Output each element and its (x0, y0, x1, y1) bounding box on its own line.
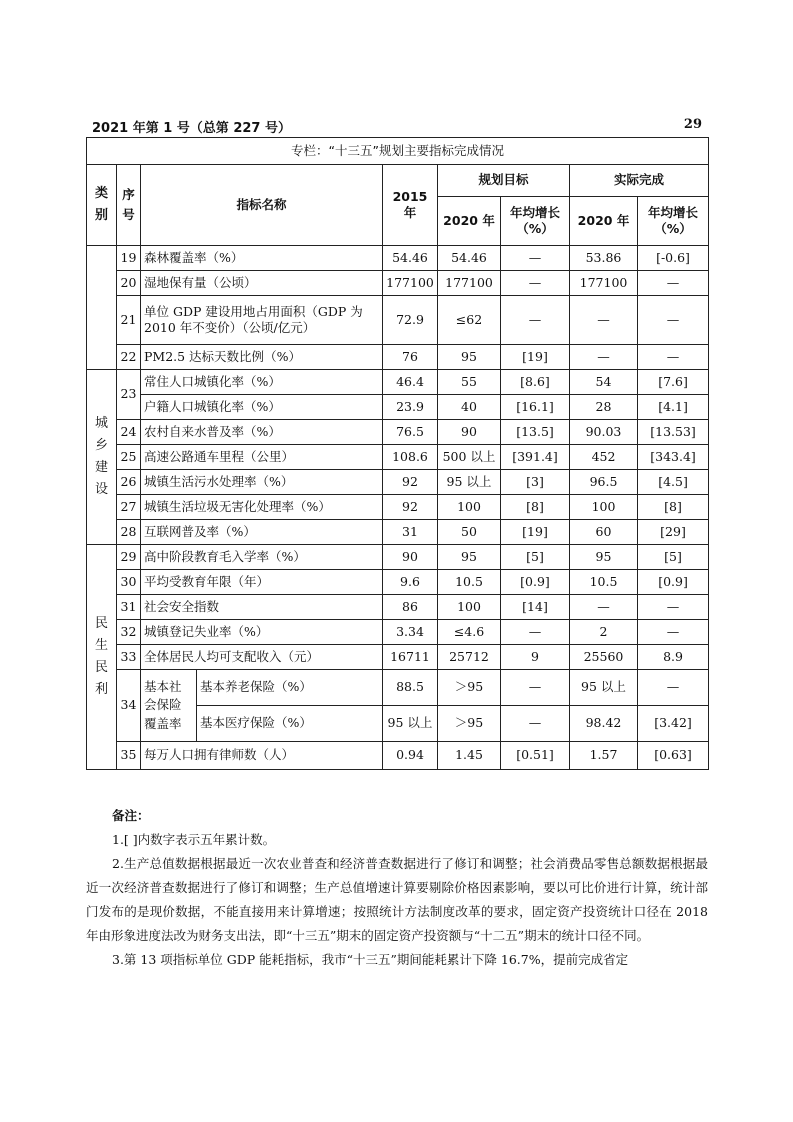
row-actual-growth: [8] (638, 495, 709, 520)
row-actual-growth: [0.63] (638, 742, 709, 770)
row-base: 92 (383, 495, 438, 520)
row-plan: 25712 (438, 645, 501, 670)
row-plan: 1.45 (438, 742, 501, 770)
header-row-1 (87, 165, 709, 197)
row-actual-growth: — (638, 271, 709, 296)
row-base: 95 以上 (383, 706, 438, 742)
row-plan-growth: [0.51] (501, 742, 570, 770)
row-plan-growth: — (501, 670, 570, 706)
row-base: 92 (383, 470, 438, 495)
group-34-label: 基本社 会保险 覆盖率 (141, 670, 197, 742)
row-base: 23.9 (383, 395, 438, 420)
row-plan-growth: — (501, 246, 570, 271)
row-base: 54.46 (383, 246, 438, 271)
table-row (87, 395, 709, 420)
header-category: 类 别 (87, 165, 117, 246)
row-plan: 90 (438, 420, 501, 445)
row-actual: 177100 (570, 271, 638, 296)
row-plan-growth: — (501, 271, 570, 296)
row-actual-growth: [4.1] (638, 395, 709, 420)
header-actual-2020: 2020 年 (570, 197, 638, 246)
row-actual-growth: — (638, 595, 709, 620)
row-actual: — (570, 595, 638, 620)
row-name: 湿地保有量（公顷） (141, 271, 383, 296)
table-row (87, 645, 709, 670)
row-seq: 32 (117, 620, 141, 645)
row-plan-growth: 9 (501, 645, 570, 670)
row-actual: 54 (570, 370, 638, 395)
header-actual: 实际完成 (570, 165, 709, 197)
row-seq: 34 (117, 670, 141, 742)
table-row (87, 246, 709, 271)
row-name: 社会安全指数 (141, 595, 383, 620)
row-plan: 50 (438, 520, 501, 545)
header-plan-growth: 年均增长 （%） (501, 197, 570, 246)
table-row (87, 670, 709, 706)
row-name: 户籍人口城镇化率（%） (141, 395, 383, 420)
row-name: PM2.5 达标天数比例（%） (141, 345, 383, 370)
notes-title: 备注： (112, 808, 150, 823)
row-plan: 95 (438, 345, 501, 370)
row-name: 城镇登记失业率（%） (141, 620, 383, 645)
row-plan-growth: [5] (501, 545, 570, 570)
row-plan: 54.46 (438, 246, 501, 271)
row-actual: 100 (570, 495, 638, 520)
row-base: 86 (383, 595, 438, 620)
row-actual-growth: [3.42] (638, 706, 709, 742)
row-plan: ≤4.6 (438, 620, 501, 645)
note-item: 3.第 13 项指标单位 GDP 能耗指标，我市“十三五”期间能耗累计下降 16.7%，提前完成省定 (112, 952, 629, 967)
row-plan: 40 (438, 395, 501, 420)
row-actual-growth: [0.9] (638, 570, 709, 595)
row-name: 常住人口城镇化率（%） (141, 370, 383, 395)
note-item: 2.生产总值数据根据最近一次农业普查和经济普查数据进行了修订和调整；社会消费品零售总额数据根据最近一次经济普查数据进行了修订和调整；生产总值增速计算要剔除价格因素影响，要以可比价进行计算，统计部门发布的是现价数据，不能直接用来计算增速；按照统计方法制度改革的要求，固定资产投资统计口径在 2018 年由形象进度法改为财务支出法，即“十三五”期末的固定资产投资额与“十二五”期末的统计口径不同。 (86, 856, 708, 943)
row-plan: 55 (438, 370, 501, 395)
row-name: 基本医疗保险（%） (197, 706, 383, 742)
row-name: 平均受教育年限（年） (141, 570, 383, 595)
row-plan-growth: — (501, 296, 570, 345)
table-row (87, 570, 709, 595)
row-base: 9.6 (383, 570, 438, 595)
row-plan-growth: — (501, 620, 570, 645)
table-row (87, 370, 709, 395)
row-base: 108.6 (383, 445, 438, 470)
table-row (87, 296, 709, 345)
row-name: 城镇生活污水处理率（%） (141, 470, 383, 495)
header-plan-target: 规划目标 (438, 165, 570, 197)
table-row (87, 420, 709, 445)
row-plan: ＞95 (438, 706, 501, 742)
row-actual: 95 (570, 545, 638, 570)
row-seq: 23 (117, 370, 141, 420)
row-actual-growth: [13.53] (638, 420, 709, 445)
row-plan: ＞95 (438, 670, 501, 706)
row-base: 177100 (383, 271, 438, 296)
header-base-year: 2015 年 (383, 165, 438, 246)
row-name: 森林覆盖率（%） (141, 246, 383, 271)
row-actual: — (570, 296, 638, 345)
row-plan-growth: [19] (501, 345, 570, 370)
category-urban: 城 乡 建 设 (87, 370, 117, 545)
row-base: 46.4 (383, 370, 438, 395)
row-seq: 33 (117, 645, 141, 670)
row-base: 76.5 (383, 420, 438, 445)
row-name: 单位 GDP 建设用地占用面积（GDP 为 2010 年不变价）（公顷/亿元） (141, 296, 383, 345)
row-plan-growth: [14] (501, 595, 570, 620)
row-seq: 19 (117, 246, 141, 271)
table-row (87, 595, 709, 620)
row-plan: 95 以上 (438, 470, 501, 495)
row-plan: 10.5 (438, 570, 501, 595)
row-base: 3.34 (383, 620, 438, 645)
row-actual: 90.03 (570, 420, 638, 445)
row-plan-growth: [391.4] (501, 445, 570, 470)
row-actual: 452 (570, 445, 638, 470)
row-seq: 31 (117, 595, 141, 620)
table-row (87, 620, 709, 645)
indicator-table (86, 137, 709, 770)
row-plan: 500 以上 (438, 445, 501, 470)
category-blank (87, 246, 117, 370)
row-actual-growth: [29] (638, 520, 709, 545)
row-plan: 177100 (438, 271, 501, 296)
row-name: 农村自来水普及率（%） (141, 420, 383, 445)
header-actual-growth: 年均增长 （%） (638, 197, 709, 246)
row-plan-growth: [0.9] (501, 570, 570, 595)
header-name: 指标名称 (141, 165, 383, 246)
row-plan-growth: [8] (501, 495, 570, 520)
row-plan: 100 (438, 495, 501, 520)
notes-section (86, 804, 708, 972)
row-seq: 30 (117, 570, 141, 595)
row-actual: 60 (570, 520, 638, 545)
table-row (87, 545, 709, 570)
row-plan-growth: [19] (501, 520, 570, 545)
row-seq: 22 (117, 345, 141, 370)
row-name: 高中阶段教育毛入学率（%） (141, 545, 383, 570)
table-row (87, 495, 709, 520)
row-seq: 21 (117, 296, 141, 345)
row-actual-growth: — (638, 296, 709, 345)
table-row (87, 271, 709, 296)
row-seq: 28 (117, 520, 141, 545)
row-name: 互联网普及率（%） (141, 520, 383, 545)
row-base: 90 (383, 545, 438, 570)
row-actual: 53.86 (570, 246, 638, 271)
row-actual: — (570, 345, 638, 370)
row-actual: 96.5 (570, 470, 638, 495)
row-plan: 100 (438, 595, 501, 620)
row-seq: 24 (117, 420, 141, 445)
row-seq: 29 (117, 545, 141, 570)
row-actual: 2 (570, 620, 638, 645)
row-actual-growth: — (638, 670, 709, 706)
row-seq: 25 (117, 445, 141, 470)
row-name: 每万人口拥有律师数（人） (141, 742, 383, 770)
row-plan: 95 (438, 545, 501, 570)
page-number: 29 (683, 117, 702, 132)
row-actual: 95 以上 (570, 670, 638, 706)
table-row (87, 345, 709, 370)
row-base: 76 (383, 345, 438, 370)
row-seq: 27 (117, 495, 141, 520)
row-actual: 10.5 (570, 570, 638, 595)
row-actual-growth: [4.5] (638, 470, 709, 495)
header-plan-2020: 2020 年 (438, 197, 501, 246)
row-plan: ≤62 (438, 296, 501, 345)
row-base: 0.94 (383, 742, 438, 770)
row-base: 72.9 (383, 296, 438, 345)
row-actual: 1.57 (570, 742, 638, 770)
row-plan-growth: [3] (501, 470, 570, 495)
row-plan-growth: [8.6] (501, 370, 570, 395)
row-actual: 25560 (570, 645, 638, 670)
row-name: 基本养老保险（%） (197, 670, 383, 706)
row-seq: 26 (117, 470, 141, 495)
row-seq: 35 (117, 742, 141, 770)
issue-label: 2021 年第 1 号（总第 227 号） (92, 121, 291, 136)
row-actual-growth: — (638, 345, 709, 370)
row-actual-growth: 8.9 (638, 645, 709, 670)
row-actual-growth: [-0.6] (638, 246, 709, 271)
row-actual: 28 (570, 395, 638, 420)
row-base: 88.5 (383, 670, 438, 706)
page-header (86, 117, 708, 138)
table-row (87, 520, 709, 545)
table-row (87, 742, 709, 770)
row-plan-growth: — (501, 706, 570, 742)
row-name: 城镇生活垃圾无害化处理率（%） (141, 495, 383, 520)
table-row (87, 470, 709, 495)
category-livelihood: 民 生 民 利 (87, 545, 117, 770)
row-plan-growth: [16.1] (501, 395, 570, 420)
header-seq: 序 号 (117, 165, 141, 246)
row-actual-growth: [5] (638, 545, 709, 570)
table-title-row (87, 138, 709, 165)
row-seq: 20 (117, 271, 141, 296)
row-base: 31 (383, 520, 438, 545)
table-row (87, 445, 709, 470)
row-actual-growth: [343.4] (638, 445, 709, 470)
row-name: 全体居民人均可支配收入（元） (141, 645, 383, 670)
row-base: 16711 (383, 645, 438, 670)
note-item: 1.[ ]内数字表示五年累计数。 (112, 832, 276, 847)
row-actual-growth: [7.6] (638, 370, 709, 395)
row-actual-growth: — (638, 620, 709, 645)
table-title: 专栏：“十三五”规划主要指标完成情况 (87, 138, 709, 165)
row-plan-growth: [13.5] (501, 420, 570, 445)
row-name: 高速公路通车里程（公里） (141, 445, 383, 470)
row-actual: 98.42 (570, 706, 638, 742)
